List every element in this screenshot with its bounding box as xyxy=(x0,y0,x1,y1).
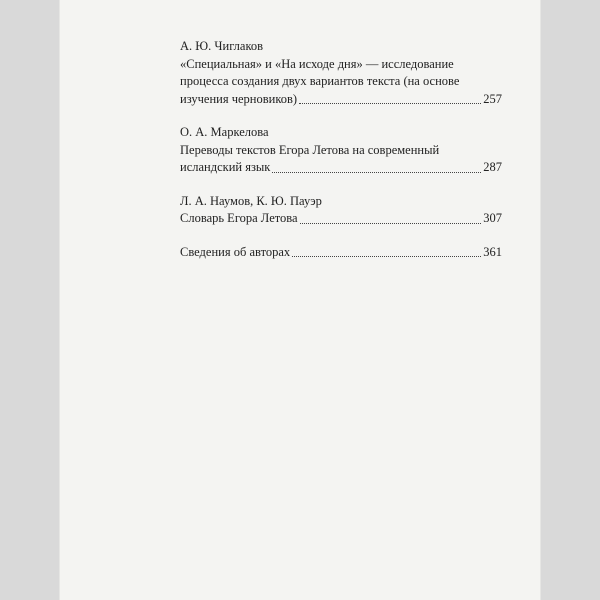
book-page xyxy=(60,0,540,600)
toc-title-end xyxy=(180,244,502,262)
toc-title-end xyxy=(180,159,502,177)
toc-page-number: 287 xyxy=(483,160,502,174)
toc-entry xyxy=(180,193,502,228)
toc-title-last: Сведения об авторах xyxy=(180,244,291,259)
toc-title-line: процесса создания двух вариантов текста (на основе xyxy=(180,74,460,88)
toc-title-end xyxy=(180,210,502,228)
toc-title-line: Переводы текстов Егора Летова на современный xyxy=(180,142,440,157)
toc-entry xyxy=(180,244,502,262)
toc-title-last: Словарь Егора Летова xyxy=(180,211,298,225)
dot-leader xyxy=(292,255,481,257)
dot-leader xyxy=(299,102,481,104)
toc-page-number: 257 xyxy=(483,91,502,106)
toc-page-number: 361 xyxy=(483,244,502,259)
toc-title-last: изучения черновиков) xyxy=(180,91,298,106)
toc-entry xyxy=(180,124,502,177)
toc-author: Л. А. Наумов, К. Ю. Пауэр xyxy=(180,193,322,208)
toc-author: О. А. Маркелова xyxy=(180,125,269,139)
toc-title-end xyxy=(180,91,502,109)
dot-leader xyxy=(272,171,481,173)
toc-entry xyxy=(180,38,502,108)
table-of-contents xyxy=(180,38,502,277)
toc-author: А. Ю. Чиглаков xyxy=(180,39,264,53)
toc-title-last: исландский язык xyxy=(180,160,271,174)
toc-title-line: «Специальная» и «На исходе дня» — исследование xyxy=(180,56,454,71)
toc-page-number: 307 xyxy=(483,211,502,225)
dot-leader xyxy=(300,222,482,224)
